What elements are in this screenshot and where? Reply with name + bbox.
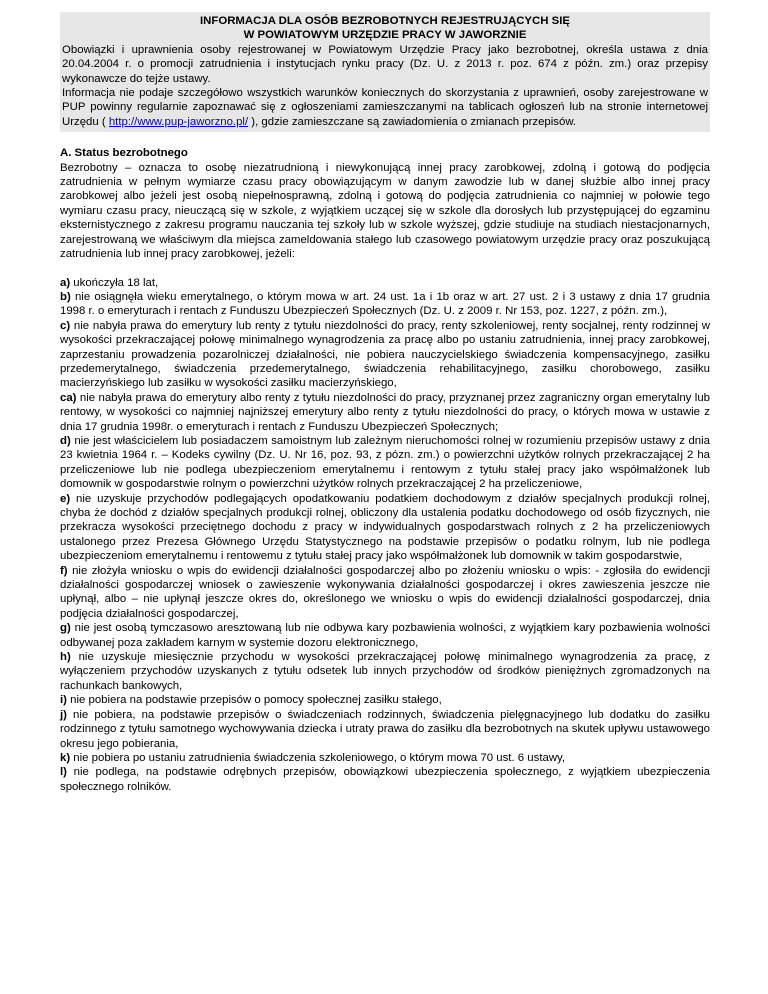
condition-letter: h) bbox=[60, 651, 71, 664]
condition-item bbox=[60, 434, 710, 492]
condition-letter: ca) bbox=[60, 391, 77, 404]
condition-text: nie pobiera po ustaniu zatrudnienia świadczenia szkoleniowego, o którym mowa 70 ust. 6 ustawy, bbox=[70, 751, 566, 764]
unemployed-definition: Bezrobotny – oznacza to osobę niezatrudnioną i niewykonującą innej pracy zarobkowej, zdolną i gotową do podjęcia zatrudnienia w pełnym wymiarze czasu pracy obowiązującym w danym zawodzie lub w danej służbie albo innej pracy zarobkowej albo jeżeli jest osobą niepełnosprawną, zdolną i gotową do podjęcia zatrudnienia co najmniej w połowie tego wymiaru czasu pracy, nieuczącą się w szkole, z wyjątkiem uczącej się w szkole dla dorosłych lub przystępującej do egzaminu eksternistycznego z zakresu programu nauczania tej szkoły lub w szkole wyższej, gdzie studiuje na studiach niestacjonarnych, zarejestrowaną we właściwym dla miejsca zameldowania stałego lub czasowego powiatowym urzędzie pracy oraz poszukującą zatrudnienia lub innej pracy zarobkowej, jeżeli: bbox=[60, 161, 710, 261]
condition-text: nie nabyła prawa do emerytury albo renty z tytułu niezdolności do pracy, przyznanej przez zagraniczny organ emerytalny lub rentowy, w wysokości co najmniej najniższej emerytury albo renty z tytułu niezdolności do pracy, o których mowa w ustawie z dnia 17 grudnia 1998r. o emeryturach i rentach z Funduszu Ubezpieczeń Społecznych; bbox=[60, 391, 710, 433]
conditions-list bbox=[60, 276, 710, 795]
condition-letter: l) bbox=[60, 766, 67, 779]
condition-text: nie jest osobą tymczasowo aresztowaną lub nie odbywa kary pozbawienia wolności, z wyjątkiem kary pozbawienia wolności odbywanej poza zakładem karnym w systemie dozoru elektronicznego, bbox=[60, 622, 710, 649]
condition-item bbox=[60, 564, 710, 622]
intro-paragraph-1: Obowiązki i uprawnienia osoby rejestrowanej w Powiatowym Urzędzie Pracy jako bezrobotnej, określa ustawa z dnia 20.04.2004 r. o promocji zatrudnienia i instytucjach rynku pracy (Dz. U. z 2013 r. poz. 674 z późn. zm.) oraz przepisy wykonawcze do tejże ustawy. bbox=[62, 43, 708, 85]
condition-letter: i) bbox=[60, 694, 67, 707]
condition-item bbox=[60, 693, 710, 707]
condition-text: nie osiągnęła wieku emerytalnego, o którym mowa w art. 24 ust. 1a i 1b oraz w art. 27 ust. 2 i 3 ustawy z dnia 17 grudnia 1998 r. o emeryturach i rentach z Funduszu Ubezpieczeń Społecznych (Dz. U. z 2009 r. Nr 153, poz. 1227, z późn. zm.), bbox=[60, 290, 710, 318]
condition-item bbox=[60, 621, 710, 650]
condition-text: nie podlega, na podstawie odrębnych przepisów, obowiązkowi ubezpieczenia społecznego, z wyjątkiem ubezpieczenia społecznego rolników. bbox=[60, 766, 710, 793]
condition-text: nie pobiera, na podstawie przepisów o świadczeniach rodzinnych, świadczenia pielęgnacyjnego lub dodatku do zasiłku rodzinnego z tytułu samotnego wychowywania dziecka i utraty prawa do zasiłku dla bezrobotnych na skutek upływu ustawowego okresu jego pobierania, bbox=[60, 708, 710, 750]
condition-letter: j) bbox=[60, 708, 67, 721]
condition-item bbox=[60, 751, 710, 765]
condition-text: nie jest właścicielem lub posiadaczem samoistnym lub zależnym nieruchomości rolnej w rozumieniu przepisów ustawy z dnia 23 kwietnia 1964 r. – Kodeks cywilny (Dz. U. Nr 16, poz. 93, z pózn. zm.) o powierzchni użytków rolnych przekraczającej 2 ha przeliczeniowe lub nie podlega ubezpieczeniom emerytalnemu i rentowym z tytułu stałej pracy jako współmałżonek lub domownik w gospodarstwie rolnym o powierzchni użytków rolnych przekraczającej 2 ha przeliczeniowe, bbox=[60, 434, 710, 491]
condition-letter: b) bbox=[60, 290, 71, 303]
condition-letter: a) bbox=[60, 276, 71, 289]
intro-paragraph-2-before: Informacja nie podaje szczegółowo wszystkich warunków koniecznych do skorzystania z uprawnień, osoby zarejestrowane w PUP powinny regularnie zapoznawać się z ogłoszeniami zamieszczanymi na tablicach ogłoszeń lub na stronie internetowej Urzędu ( bbox=[62, 87, 708, 128]
document-page bbox=[60, 12, 710, 794]
spacer bbox=[60, 262, 710, 276]
condition-letter: f) bbox=[60, 564, 68, 577]
condition-letter: e) bbox=[60, 492, 71, 505]
condition-item bbox=[60, 391, 710, 434]
document-title-line2: W POWIATOWYM URZĘDZIE PRACY W JAWORZNIE bbox=[243, 29, 527, 42]
condition-text: nie pobiera na podstawie przepisów o pomocy społecznej zasiłku stałego, bbox=[66, 694, 442, 707]
condition-item bbox=[60, 650, 710, 693]
pup-website-link[interactable]: http://www.pup-jaworzno.pl/ bbox=[108, 115, 249, 128]
condition-text: nie uzyskuje przychodów podlegających opodatkowaniu podatkiem dochodowym z działów specjalnych produkcji rolnej, chyba że dochód z działów specjalnych produkcji rolnej, obliczony dla ustalenia podatku dochodowego od osób fizycznych, nie przekracza wysokości przeciętnego dochodu z pracy w indywidualnych gospodarstwach rolnych z 2 ha przeliczeniowych ustalonego przez Prezesa Głównego Urzędu Statystycznego na podstawie przepisów o podatku rolnym, lub nie podlega ubezpieczeniom emerytalnemu i rentowemu z tytułu stałej pracy jako współmałżonek lub domownik w takim gospodarstwie, bbox=[60, 492, 710, 563]
condition-letter: k) bbox=[60, 751, 71, 764]
section-a-heading: A. Status bezrobotnego bbox=[60, 147, 188, 160]
condition-item bbox=[60, 290, 710, 319]
info-header-box bbox=[60, 12, 710, 132]
intro-paragraph-2 bbox=[62, 86, 708, 129]
condition-item bbox=[60, 765, 710, 794]
condition-letter: c) bbox=[60, 319, 71, 332]
condition-text: nie uzyskuje miesięcznie przychodu w wysokości przekraczającej połowę minimalnego wynagrodzenia za pracę, z wyłączeniem przychodów uzyskanych z tytułu odsetek lub innych przychodów od środków pieniężnych zgromadzonych na rachunkach bankowych, bbox=[60, 651, 710, 692]
condition-item bbox=[60, 276, 710, 290]
condition-letter: g) bbox=[60, 622, 71, 635]
condition-text: ukończyła 18 lat, bbox=[70, 276, 159, 289]
condition-text: nie złożyła wniosku o wpis do ewidencji działalności gospodarczej albo po złożeniu wniosku o wpis: - zgłosiła do ewidencji działalności gospodarczej wniosek o zawieszenie wykonywania działalności gospodarczej i okres zawieszenia jeszcze nie upłynął, albo – nie upłynął jeszcze okres do, określonego we wniosku o wpis do ewidencji działalności gospodarczej, dnia podjęcia działalności gospodarczej, bbox=[60, 564, 710, 620]
condition-item bbox=[60, 708, 710, 751]
condition-item bbox=[60, 492, 710, 564]
intro-paragraph-2-after: ), gdzie zamieszczane są zawiadomienia o zmianach przepisów. bbox=[248, 115, 577, 128]
condition-letter: d) bbox=[60, 434, 71, 447]
condition-item bbox=[60, 319, 710, 391]
document-title-line1: INFORMACJA DLA OSÓB BEZROBOTNYCH REJESTRUJĄCYCH SIĘ bbox=[199, 15, 570, 27]
condition-text: nie nabyła prawa do emerytury lub renty z tytułu niezdolności do pracy, renty szkoleniowej, renty socjalnej, renty rodzinnej w wysokości przekraczającej połowę minimalnego wynagrodzenia za pracę albo po ustaniu zatrudnienia, innej pracy zarobkowej, zaprzestaniu prowadzenia pozarolniczej działalności, nie pobiera nauczycielskiego świadczenia kompensacyjnego, zasiłku przedemerytalnego, świadczenia przedemerytalnego, świadczenia rehabilitacyjnego, zasiłku chorobowego, zasiłku macierzyńskiego lub zasiłku w wysokości zasiłku macierzyńskiego, bbox=[60, 319, 710, 390]
